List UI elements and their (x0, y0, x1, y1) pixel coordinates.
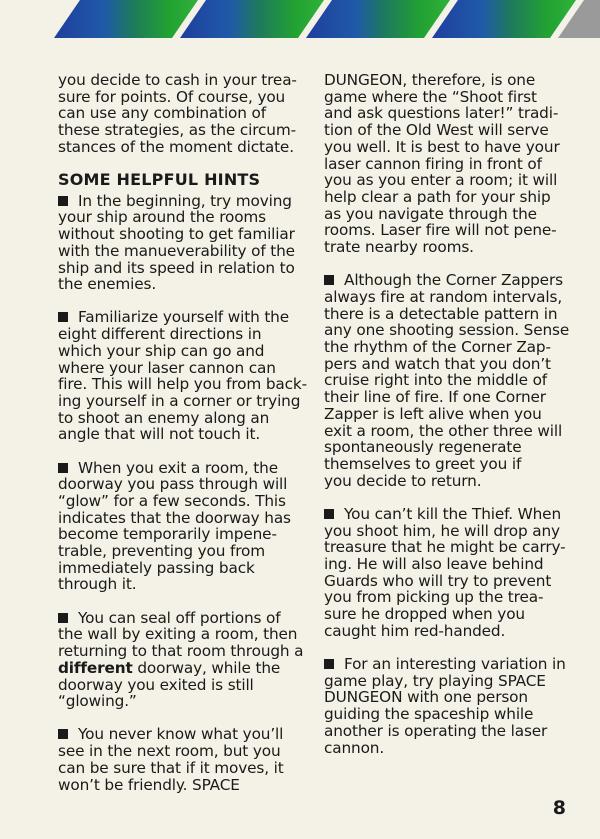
text-line: stances of the moment dictate. (58, 137, 294, 156)
text-line: sure he dropped when you (324, 605, 525, 624)
emphasis-text: different (58, 658, 133, 677)
left-column (58, 72, 308, 810)
bullet-square-icon (58, 196, 68, 206)
right-column (324, 72, 570, 773)
text-line: through it. (58, 575, 137, 594)
text-line: another is operating the laser (324, 721, 548, 740)
bullet-square-icon (58, 463, 68, 473)
text-line: doorway you pass through will (58, 475, 288, 494)
text-line: and ask questions later!” tradi- (324, 104, 559, 123)
hint-paragraph (58, 610, 308, 710)
text-line: without shooting to get familiar (58, 225, 295, 244)
text-line: indicates that the doorway has (58, 508, 291, 527)
text-line: the rhythm of the Corner Zap- (324, 338, 551, 357)
hint-paragraph (324, 506, 570, 640)
bullet-square-icon (58, 613, 68, 623)
text-fragment: doorway, while the (132, 658, 281, 677)
stripe-segment (306, 0, 450, 38)
text-line: rooms. Laser fire will not pene- (324, 221, 557, 240)
text-line: eight different directions in (58, 325, 262, 344)
text-line: fire. This will help you from back- (58, 375, 307, 394)
text-line: You never know what you’ll (78, 725, 284, 744)
hint-paragraph (58, 309, 308, 443)
text-line: ship and its speed in relation to (58, 258, 295, 277)
text-line: caught him red-handed. (324, 621, 506, 640)
text-line: ing. He will also leave behind (324, 554, 544, 573)
section-heading: SOME HELPFUL HINTS (58, 170, 261, 190)
text-line: laser cannon firing in front of (324, 154, 542, 173)
text-line: game where the “Shoot first (324, 87, 537, 106)
text-line: the enemies. (58, 275, 157, 294)
text-line: “glowing.” (58, 692, 137, 711)
text-line: game play, try playing SPACE (324, 671, 546, 690)
stripe-segment (432, 0, 576, 38)
text-line: Zapper is left alive when you (324, 404, 542, 423)
text-line: you well. It is best to have your (324, 137, 560, 156)
text-line: you shoot him, he will drop any (324, 521, 560, 540)
text-line: can be sure that if it moves, it (58, 758, 284, 777)
text-line: Familiarize yourself with the (78, 308, 289, 327)
text-line: you decide to cash in your trea- (58, 71, 297, 89)
text-line: themselves to greet you if (324, 454, 522, 473)
text-line: the wall by exiting a room, then (58, 625, 298, 644)
text-line: In the beginning, try moving (78, 191, 292, 210)
stripe-segment (54, 0, 198, 38)
text-line (58, 660, 308, 677)
text-line: help clear a path for your ship (324, 187, 551, 206)
bullet-square-icon (58, 729, 68, 739)
intro-paragraph (58, 72, 308, 156)
text-line: For an interesting variation in (344, 655, 566, 673)
text-line: can use any combination of (58, 104, 266, 123)
text-line: “glow” for a few seconds. This (58, 491, 286, 510)
hint-paragraph (58, 460, 308, 594)
text-line: pers and watch that you don’t (324, 354, 551, 373)
text-line: you as you enter a room; it will (324, 171, 558, 190)
text-line: which your ship can go and (58, 341, 265, 360)
text-line: tion of the Old West will serve (324, 121, 549, 140)
text-line: cruise right into the middle of (324, 371, 548, 390)
text-line: won’t be friendly. SPACE (58, 775, 240, 794)
text-line: immediately passing back (58, 558, 255, 577)
text-line: become temporarily impene- (58, 525, 277, 544)
text-line: their line of fire. If one Corner (324, 388, 546, 407)
text-line: your ship around the rooms (58, 208, 267, 227)
text-line: You can’t kill the Thief. When (344, 504, 561, 523)
text-line: DUNGEON, therefore, is one (324, 71, 536, 89)
text-line: there is a detectable pattern in (324, 304, 558, 323)
text-line: You can seal off portions of (78, 608, 281, 627)
text-line: returning to that room through a (58, 642, 304, 661)
text-line: When you exit a room, the (78, 458, 278, 477)
text-line: any one shooting session. Sense (324, 321, 570, 340)
text-line: ing yourself in a corner or trying (58, 391, 301, 410)
header-stripe-bar (0, 0, 600, 38)
text-line: Although the Corner Zappers (344, 271, 563, 290)
text-line: you decide to return. (324, 471, 482, 490)
text-line: always fire at random intervals, (324, 287, 563, 306)
text-line: cannon. (324, 738, 385, 757)
text-line: where your laser cannon can (58, 358, 276, 377)
text-line: as you navigate through the (324, 204, 537, 223)
text-line: exit a room, the other three will (324, 421, 563, 440)
text-line: see in the next room, but you (58, 742, 281, 761)
bullet-square-icon (324, 659, 334, 669)
hint-paragraph (58, 726, 308, 793)
hint-paragraph (324, 272, 570, 489)
bullet-square-icon (324, 275, 334, 285)
text-line: trable, preventing you from (58, 542, 266, 561)
text-line: doorway you exited is still (58, 675, 254, 694)
text-line: guiding the spaceship while (324, 705, 534, 724)
stripe-segment (180, 0, 324, 38)
text-line: trate nearby rooms. (324, 238, 474, 257)
continued-paragraph (324, 72, 570, 256)
text-line: with the manueverability of the (58, 241, 295, 260)
hint-paragraph (324, 656, 570, 756)
text-line: spontaneously regenerate (324, 438, 522, 457)
page-number: 8 (552, 797, 566, 819)
text-line: to shoot an enemy along an (58, 408, 270, 427)
text-line: you from picking up the trea- (324, 588, 544, 607)
text-line: treasure that he might be carry- (324, 538, 566, 557)
text-line: DUNGEON with one person (324, 688, 528, 707)
text-line: sure for points. Of course, you (58, 87, 286, 106)
bullet-square-icon (58, 312, 68, 322)
text-line: Guards who will try to prevent (324, 571, 552, 590)
text-line: these strategies, as the circum- (58, 121, 296, 140)
hint-paragraph (58, 193, 308, 293)
text-line: angle that will not touch it. (58, 425, 261, 444)
bullet-square-icon (324, 509, 334, 519)
